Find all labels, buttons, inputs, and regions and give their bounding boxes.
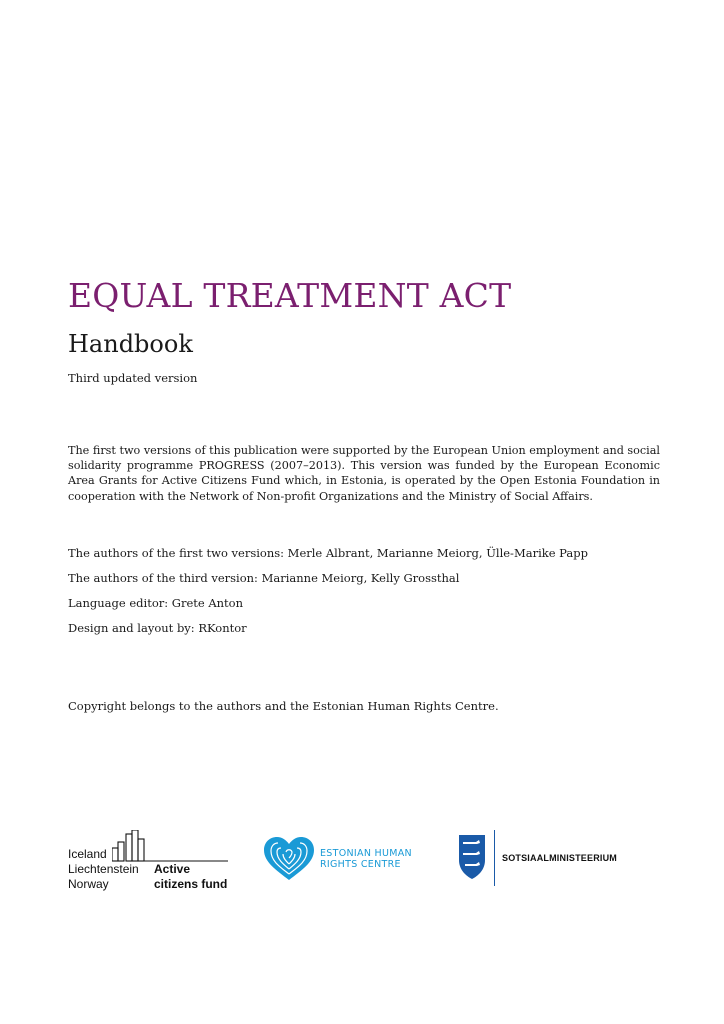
ministry-name: SOTSIAALMINISTEERIUM	[502, 853, 618, 863]
active-citizens-fund-label	[154, 862, 227, 892]
credit-design: Design and layout by: RKontor	[68, 621, 247, 635]
eea-country: Iceland	[68, 847, 107, 861]
ministry-logo	[458, 830, 618, 886]
eea-countries	[68, 847, 139, 892]
coat-of-arms-icon	[458, 834, 486, 880]
credit-first-authors: The authors of the first two versions: Merle Albrant, Marianne Meiorg, Ülle-Marike Papp	[68, 546, 588, 560]
credit-language-editor: Language editor: Grete Anton	[68, 596, 243, 610]
eea-country: Norway	[68, 877, 109, 891]
acf-line: citizens fund	[154, 877, 228, 891]
ehrc-name	[320, 848, 412, 870]
eea-country: Liechtenstein	[68, 862, 139, 876]
copyright-note: Copyright belongs to the authors and the Estonian Human Rights Centre.	[68, 699, 499, 713]
ehrc-name-line: ESTONIAN HUMAN	[320, 848, 412, 859]
eea-active-citizens-logo	[68, 830, 228, 890]
ehrc-logo	[262, 836, 432, 882]
acf-line: Active	[154, 862, 191, 876]
document-subtitle: Handbook	[68, 330, 193, 358]
ministry-divider	[494, 830, 495, 886]
ehrc-name-line: RIGHTS CENTRE	[320, 859, 401, 870]
funding-paragraph: The first two versions of this publication were supported by the European Union employment and social solidarity programme PROGRESS (2007–2013). This version was funded by the European Economic Area Grants for Active Citizens Fund which, in Estonia, is operated by the Open Estonia Foundation in cooperation with the Network of Non-profit Organizations and the Ministry of Social Affairs.	[68, 444, 660, 503]
version-note: Third updated version	[68, 371, 198, 385]
credit-third-authors: The authors of the third version: Marianne Meiorg, Kelly Grossthal	[68, 571, 460, 585]
fingerprint-heart-icon	[262, 836, 316, 882]
document-title: EQUAL TREATMENT ACT	[68, 276, 512, 315]
